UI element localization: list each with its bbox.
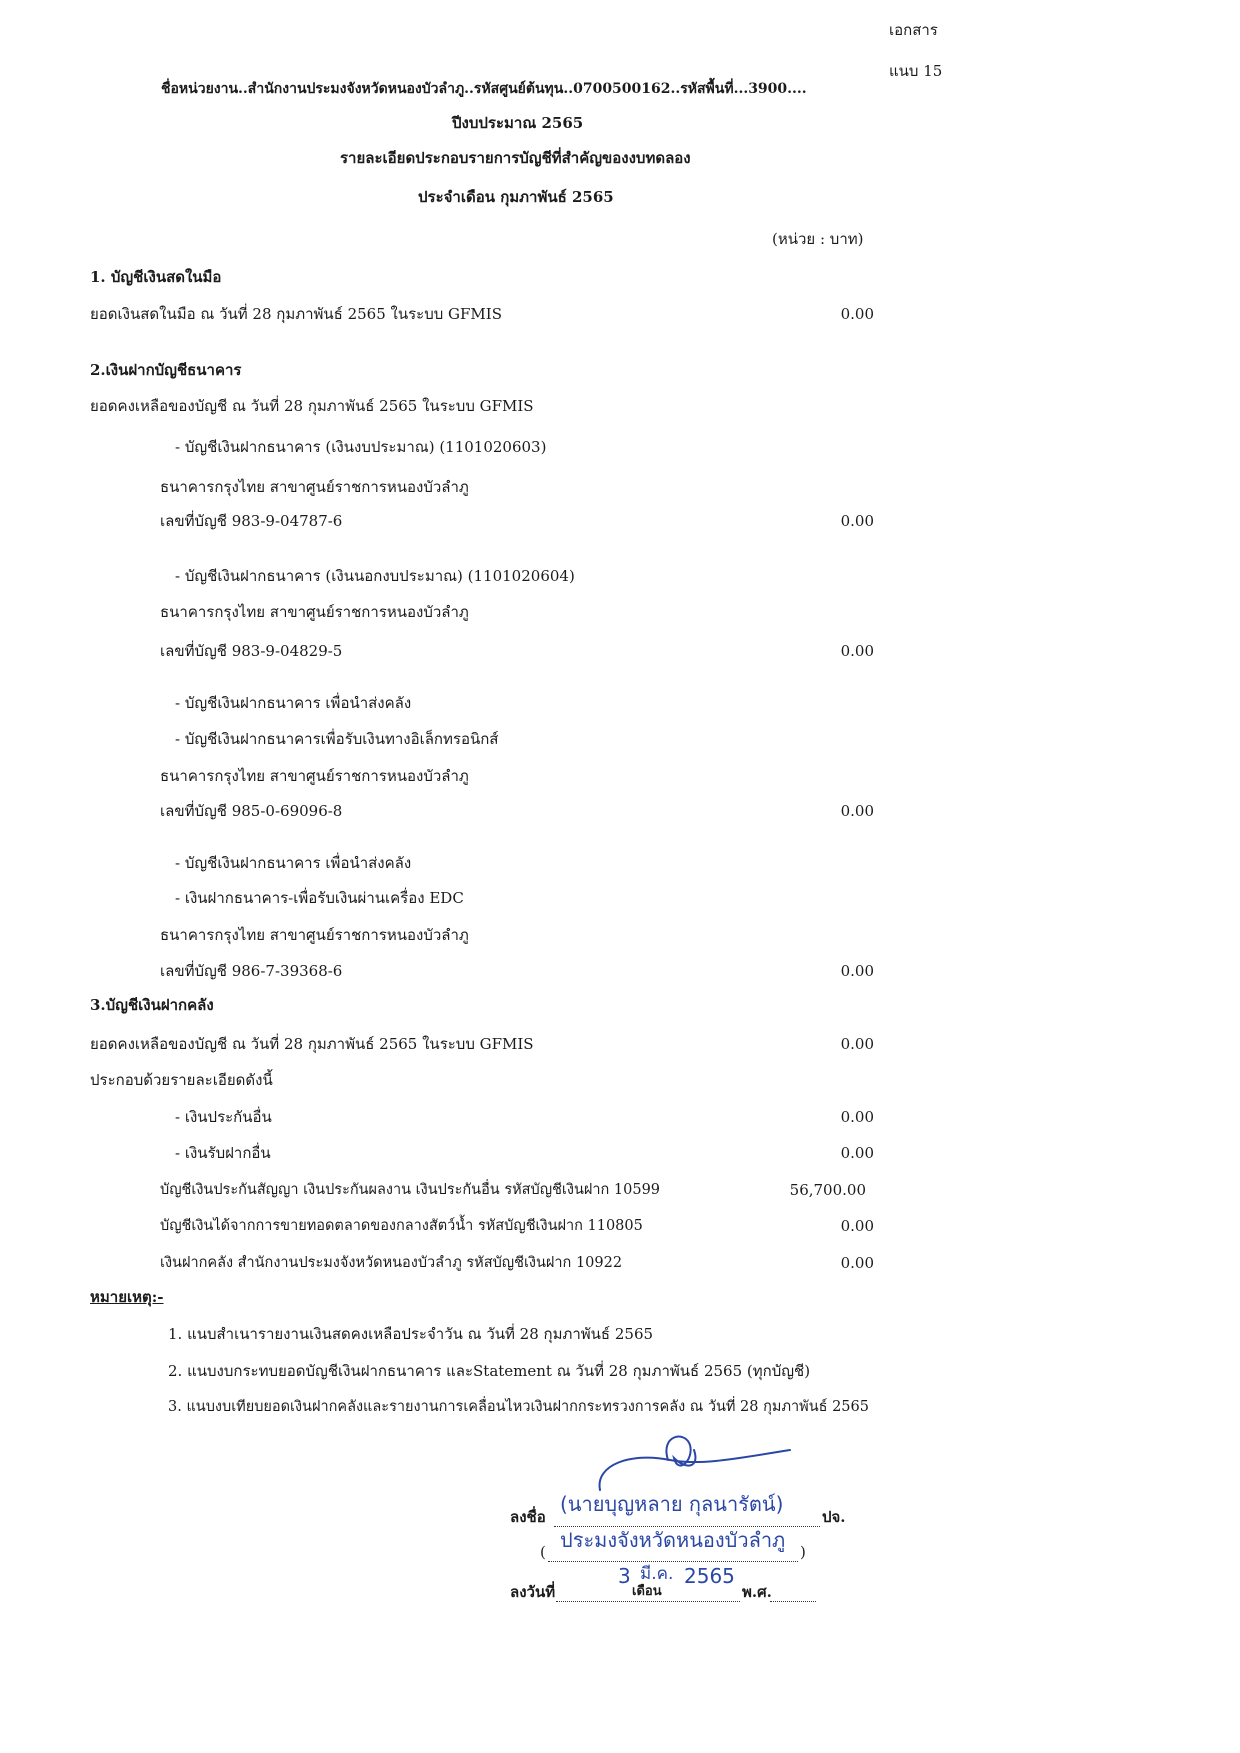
signer-position: ประมงจังหวัดหนองบัวลำภู bbox=[560, 1528, 786, 1552]
section3-line: ยอดคงเหลือของบัญชี ณ วันที่ 28 กุมภาพันธ์ 2565 ในระบบ GFMIS bbox=[90, 1035, 534, 1053]
acct2-bank: ธนาคารกรุงไทย สาขาศูนย์ราชการหนองบัวลำภู bbox=[160, 603, 469, 621]
item4-amount: 0.00 bbox=[840, 1217, 874, 1235]
item5-label: เงินฝากคลัง สำนักงานประมงจังหวัดหนองบัวลำภู รหัสบัญชีเงินฝาก 10922 bbox=[160, 1255, 623, 1271]
item5-amount: 0.00 bbox=[840, 1254, 874, 1272]
acct4-name: - บัญชีเงินฝากธนาคาร เพื่อนำส่งคลัง bbox=[175, 854, 412, 872]
signer-name: (นายบุญหลาย กุลนารัตน์) bbox=[560, 1492, 784, 1516]
acct4-number: เลขที่บัญชี 986-7-39368-6 bbox=[160, 962, 343, 980]
item3-label: บัญชีเงินประกันสัญญา เงินประกันผลงาน เงินประกันอื่น รหัสบัญชีเงินฝาก 10599 bbox=[160, 1182, 661, 1198]
sign-label: ลงชื่อ bbox=[510, 1508, 546, 1526]
item1-label: - เงินประกันอื่น bbox=[175, 1108, 272, 1126]
acct2-amount: 0.00 bbox=[840, 642, 874, 660]
acct1-amount: 0.00 bbox=[840, 512, 874, 530]
remark-1: 1. แนบสำเนารายงานเงินสดคงเหลือประจำวัน ณ วันที่ 28 กุมภาพันธ์ 2565 bbox=[168, 1325, 654, 1343]
acct4-bank: ธนาคารกรุงไทย สาขาศูนย์ราชการหนองบัวลำภู bbox=[160, 926, 469, 944]
position-close-paren: ) bbox=[800, 1543, 806, 1561]
section1-amount: 0.00 bbox=[840, 305, 874, 323]
section1-line: ยอดเงินสดในมือ ณ วันที่ 28 กุมภาพันธ์ 2565 ในระบบ GFMIS bbox=[90, 305, 502, 323]
title-suffix: ปจ. bbox=[822, 1508, 846, 1526]
section1-heading: 1. บัญชีเงินสดในมือ bbox=[90, 268, 222, 286]
date-label: ลงวันที่ bbox=[510, 1583, 556, 1601]
acct3-sub: - บัญชีเงินฝากธนาคารเพื่อรับเงินทางอิเล็กทรอนิกส์ bbox=[175, 730, 499, 748]
item1-amount: 0.00 bbox=[840, 1108, 874, 1126]
annex-label: แนบ 15 bbox=[889, 62, 943, 80]
era-label: พ.ศ. bbox=[742, 1583, 772, 1601]
unit-label: (หน่วย : บาท) bbox=[772, 230, 864, 248]
section3-line-amount: 0.00 bbox=[840, 1035, 874, 1053]
section2-line: ยอดคงเหลือของบัญชี ณ วันที่ 28 กุมภาพันธ์ 2565 ในระบบ GFMIS bbox=[90, 397, 534, 415]
remark-2: 2. แนบงบกระทบยอดบัญชีเงินฝากธนาคาร และStatement ณ วันที่ 28 กุมภาพันธ์ 2565 (ทุกบัญชี) bbox=[168, 1362, 811, 1380]
acct4-sub: - เงินฝากธนาคาร-เพื่อรับเงินผ่านเครื่อง EDC bbox=[175, 889, 464, 907]
acct3-number: เลขที่บัญชี 985-0-69096-8 bbox=[160, 802, 343, 820]
section3-detail-heading: ประกอบด้วยรายละเอียดดังนี้ bbox=[90, 1071, 273, 1089]
sign-month: มี.ค. bbox=[640, 1564, 674, 1584]
item4-label: บัญชีเงินได้จากการขายทอดตลาดของกลางสัตว์น้ำ รหัสบัญชีเงินฝาก 110805 bbox=[160, 1218, 643, 1234]
acct1-number: เลขที่บัญชี 983-9-04787-6 bbox=[160, 512, 343, 530]
acct4-amount: 0.00 bbox=[840, 962, 874, 980]
document-label: เอกสาร bbox=[889, 21, 938, 39]
section3-heading: 3.บัญชีเงินฝากคลัง bbox=[90, 996, 214, 1014]
item3-amount: 56,700.00 bbox=[789, 1181, 866, 1199]
item2-amount: 0.00 bbox=[840, 1144, 874, 1162]
section2-heading: 2.เงินฝากบัญชีธนาคาร bbox=[90, 361, 242, 379]
acct2-name: - บัญชีเงินฝากธนาคาร (เงินนอกงบประมาณ) (1101020604) bbox=[175, 567, 575, 585]
sign-year: 2565 bbox=[684, 1564, 735, 1588]
agency-line: ชื่อหน่วยงาน..สำนักงานประมงจังหวัดหนองบัวลำภู..รหัสศูนย์ต้นทุน..0700500162..รหัสพื้นที่...3900.... bbox=[161, 81, 807, 97]
acct1-name: - บัญชีเงินฝากธนาคาร (เงินงบประมาณ) (1101020603) bbox=[175, 438, 547, 456]
sign-day: 3 bbox=[618, 1564, 631, 1588]
report-month: ประจำเดือน กุมภาพันธ์ 2565 bbox=[418, 188, 614, 206]
era-dots bbox=[770, 1585, 816, 1602]
acct3-bank: ธนาคารกรุงไทย สาขาศูนย์ราชการหนองบัวลำภู bbox=[160, 767, 469, 785]
fiscal-year: ปีงบประมาณ 2565 bbox=[452, 114, 584, 132]
month-label: เดือน bbox=[632, 1584, 662, 1599]
report-title: รายละเอียดประกอบรายการบัญชีที่สำคัญของงบทดลอง bbox=[340, 149, 691, 167]
item2-label: - เงินรับฝากอื่น bbox=[175, 1144, 271, 1162]
position-open-paren: ( bbox=[540, 1543, 546, 1561]
acct2-number: เลขที่บัญชี 983-9-04829-5 bbox=[160, 642, 343, 660]
acct3-name: - บัญชีเงินฝากธนาคาร เพื่อนำส่งคลัง bbox=[175, 694, 412, 712]
acct1-bank: ธนาคารกรุงไทย สาขาศูนย์ราชการหนองบัวลำภู bbox=[160, 478, 469, 496]
remark-3: 3. แนบงบเทียบยอดเงินฝากคลังและรายงานการเคลื่อนไหวเงินฝากกระทรวงการคลัง ณ วันที่ 28 กุมภาพันธ์ 2565 bbox=[168, 1399, 869, 1415]
acct3-amount: 0.00 bbox=[840, 802, 874, 820]
remarks-heading: หมายเหตุ:- bbox=[90, 1288, 164, 1306]
